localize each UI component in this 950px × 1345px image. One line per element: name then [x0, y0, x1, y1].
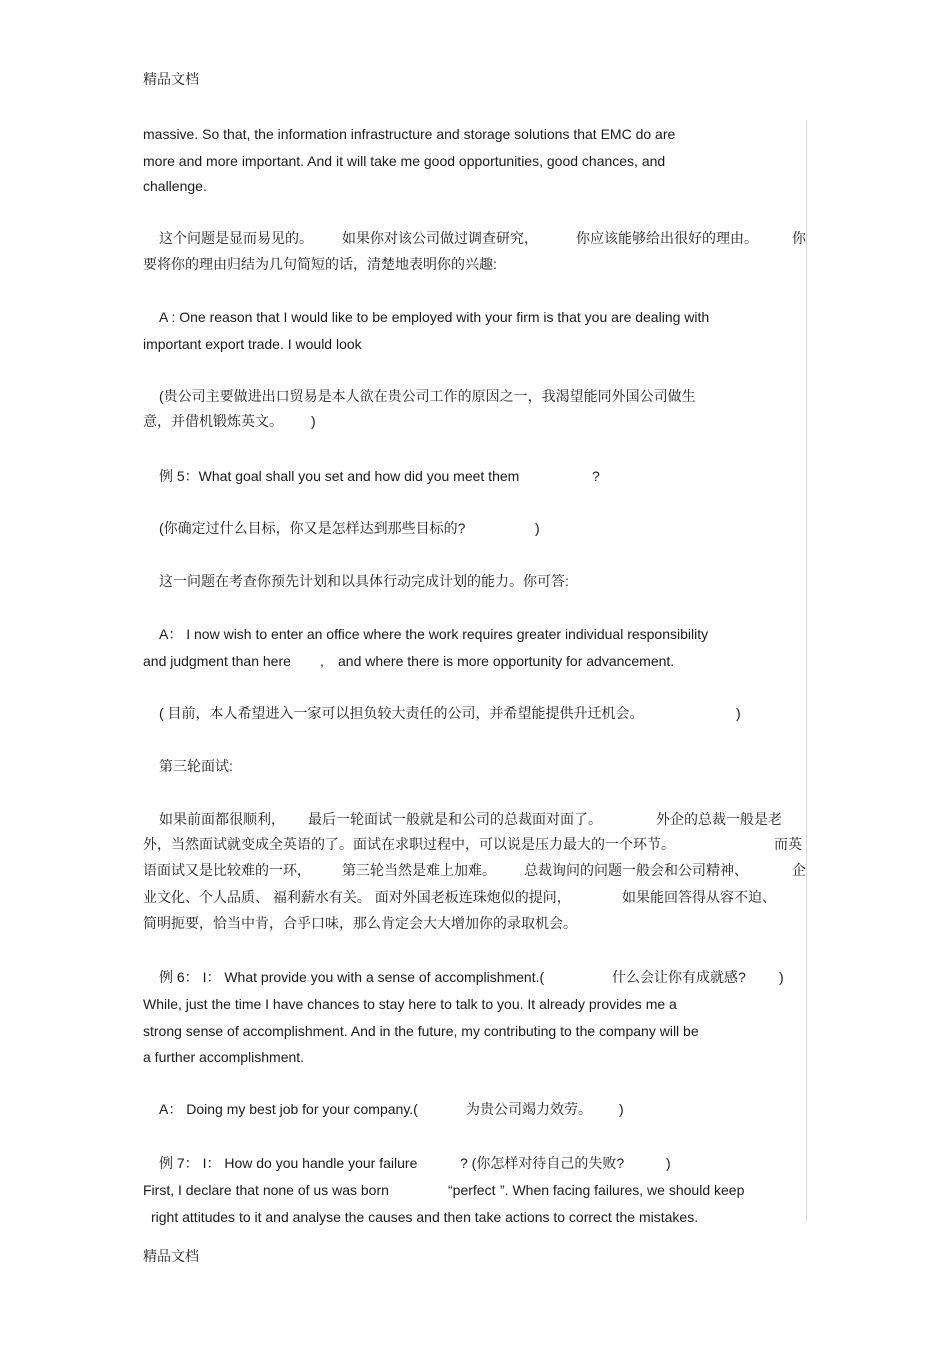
text-line [0, 809, 950, 829]
text-line: challenge. [143, 178, 207, 194]
text-segment: ( 目前，本人希望进入一家可以担负较大责任的公司，并希望能提供升迁机会。 [159, 705, 644, 721]
text-segment: 你应该能够给出很好的理由。 [576, 230, 758, 246]
text-segment: 你 [792, 230, 806, 246]
text-line [0, 1153, 950, 1173]
text-line: A : One reason that I would like to be employed with your firm is that you are dealing with [159, 309, 710, 325]
text-segment: ) [311, 413, 316, 429]
text-segment: A： Doing my best job for your company.( [159, 1101, 418, 1117]
text-line [0, 518, 950, 538]
text-segment: First, I declare that none of us was born [143, 1182, 389, 1198]
text-segment: 如果前面都很顺利， [159, 811, 285, 827]
text-line: massive. So that, the information infrastructure and storage solutions that EMC do are [143, 126, 676, 142]
text-line [0, 860, 950, 880]
text-line [0, 703, 950, 723]
text-segment: 例 6： I： What provide you with a sense of accomplishment.( [159, 969, 545, 985]
text-line [0, 967, 950, 987]
text-segment: 总裁询问的问题一般会和公司精神、 [524, 862, 748, 878]
text-line: a further accomplishment. [143, 1049, 305, 1065]
text-segment: and where there is more opportunity for advancement. [338, 653, 675, 669]
section-heading: 第三轮面试: [159, 758, 233, 774]
text-line: important export trade. I would look [143, 336, 362, 352]
text-segment: 企 [792, 862, 806, 878]
text-segment: 这个问题是显而易见的。 [159, 230, 313, 246]
text-segment: , [320, 653, 324, 669]
text-line [0, 228, 950, 248]
text-line [0, 411, 950, 431]
text-segment: 语面试又是比较难的一环， [143, 862, 311, 878]
text-segment: 外，当然面试就变成全英语的了。面试在求职过程中，可以说是压力最大的一个环节。 [143, 836, 675, 852]
text-segment: ) [619, 1101, 624, 1117]
text-segment: ) [666, 1155, 671, 1171]
text-segment: 外企的总裁一般是老 [656, 811, 782, 827]
text-segment: 为贵公司竭力效劳。 [466, 1101, 592, 1117]
text-segment: 什么会让你有成就感? [612, 969, 746, 985]
text-line: While, just the time I have chances to stay here to talk to you. It already provides me a [143, 996, 677, 1012]
text-segment: 最后一轮面试一般就是和公司的总裁面对面了。 [308, 811, 602, 827]
text-segment: ) [535, 520, 540, 536]
text-segment: and judgment than here [143, 653, 291, 669]
text-segment: 第三轮当然是难上加难。 [342, 862, 496, 878]
text-line: A： I now wish to enter an office where the work requires greater individual responsibility [159, 626, 709, 642]
page-footer: 精品文档 [143, 1249, 199, 1265]
text-segment: 如果你对该公司做过调查研究， [342, 230, 538, 246]
text-segment: 例 7： I： How do you handle your failure [159, 1155, 418, 1171]
text-line: more and more important. And it will take me good opportunities, good chances, and [143, 153, 666, 169]
text-segment: 意，并借机锻炼英文。 [143, 413, 283, 429]
text-line: (贵公司主要做进出口贸易是本人欲在贵公司工作的原因之一，我渴望能同外国公司做生 [159, 388, 696, 404]
text-line [0, 1180, 950, 1200]
text-line [0, 887, 950, 907]
text-line: 简明扼要，恰当中肯，合乎口味，那么肯定会大大增加你的录取机会。 [143, 915, 577, 931]
text-line: 这一问题在考查你预先计划和以具体行动完成计划的能力。你可答: [159, 573, 569, 589]
margin-rule [806, 120, 807, 1222]
text-segment: 例 5：What goal shall you set and how did you meet them [159, 468, 520, 484]
text-segment: ) [779, 969, 784, 985]
text-segment: ”. When facing failures, we should keep [500, 1182, 745, 1198]
text-segment: (你确定过什么目标，你又是怎样达到那些目标的? [159, 520, 466, 536]
text-segment: 如果能回答得从容不迫、 [622, 889, 776, 905]
text-line [0, 466, 950, 486]
text-line: strong sense of accomplishment. And in the future, my contributing to the company will be [143, 1023, 699, 1039]
text-line [0, 1099, 950, 1119]
page-header: 精品文档 [143, 72, 199, 88]
text-line: right attitudes to it and analyse the causes and then take actions to correct the mistakes. [151, 1209, 699, 1225]
text-line [0, 834, 950, 854]
text-line [0, 651, 950, 671]
text-segment: 而英 [774, 836, 802, 852]
text-segment: “perfect [448, 1182, 496, 1198]
text-segment: 业文化、个人品质、 福利薪水有关。 面对外国老板连珠炮似的提问， [143, 889, 571, 905]
text-line: 要将你的理由归结为几句简短的话，清楚地表明你的兴趣: [143, 256, 497, 272]
text-segment: ? [592, 468, 600, 484]
text-segment: ) [736, 705, 741, 721]
text-segment: ? (你怎样对待自己的失败? [460, 1155, 625, 1171]
